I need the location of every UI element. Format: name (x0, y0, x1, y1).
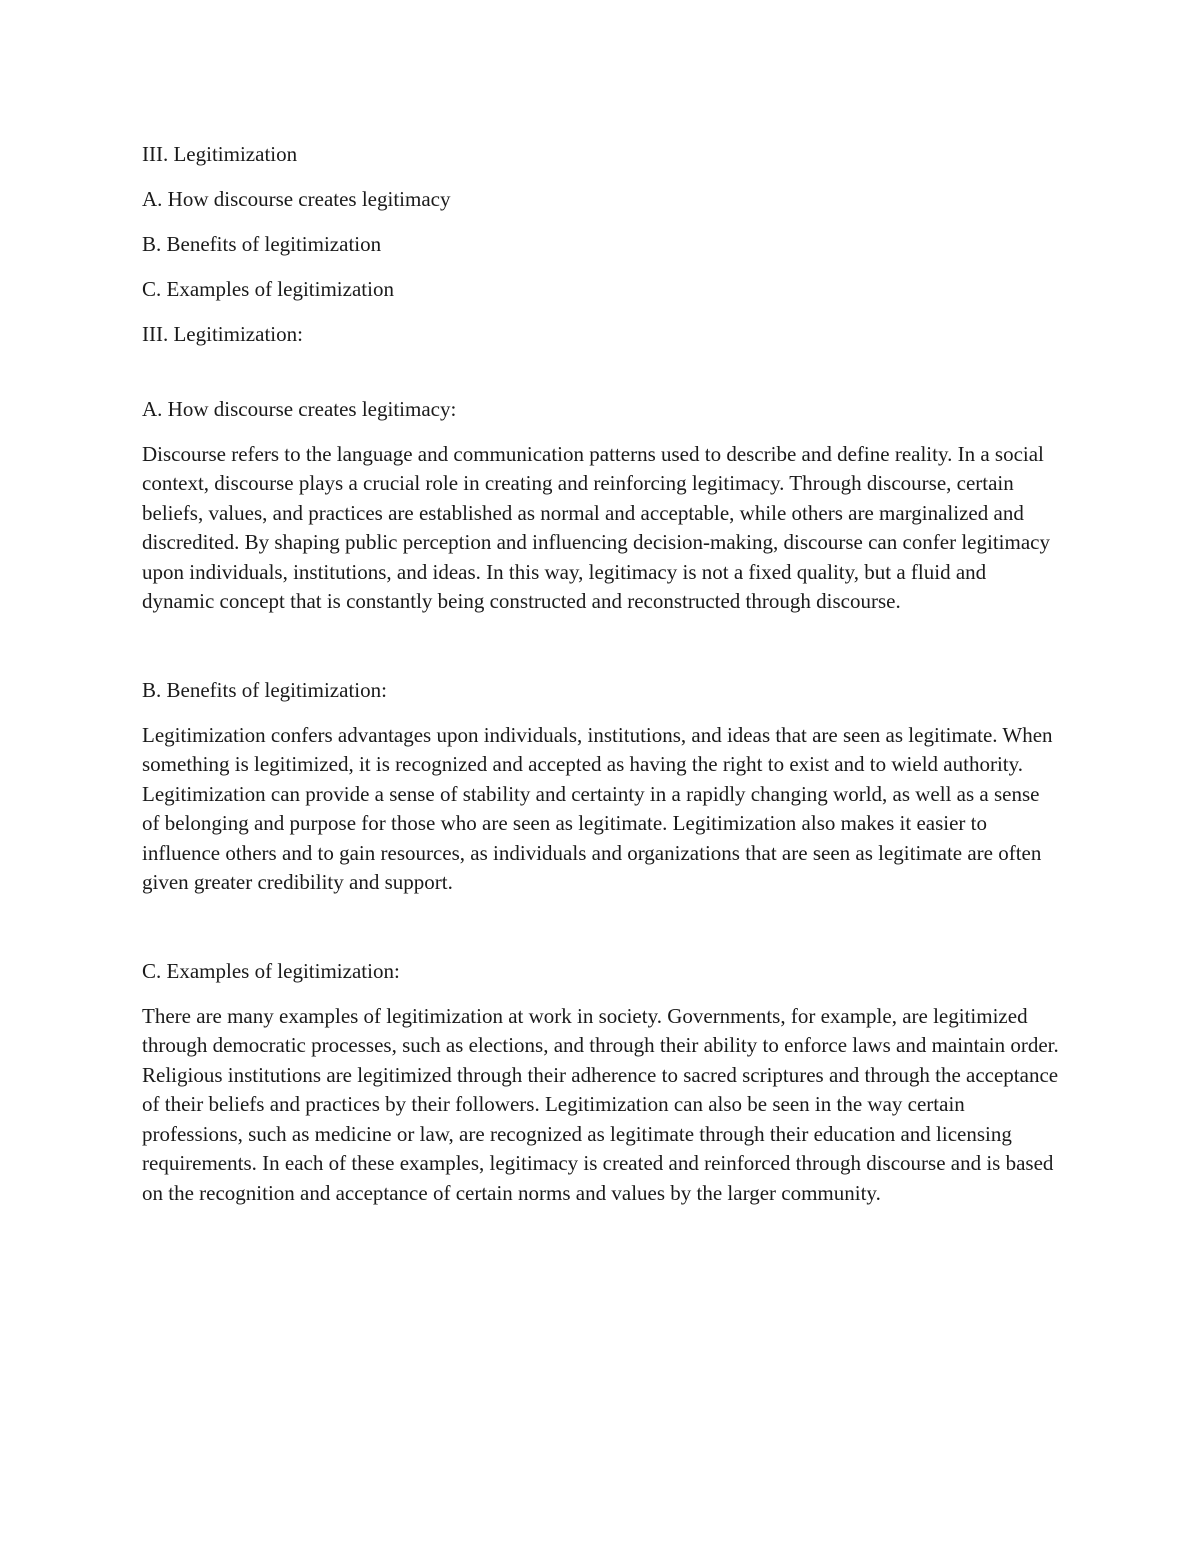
outline-item-b: B. Benefits of legitimization (142, 232, 382, 256)
section-b-heading: B. Benefits of legitimization: (142, 677, 387, 702)
section-c-body: There are many examples of legitimization at work in society. Governments, for example, are legitimized through democratic processes, such as elections, and through their ability to enforce laws and maintain order. Religious institutions are legitimized through their adherence to sacred scriptures and through the acceptance of their beliefs and practices by their followers. Legitimization can also be seen in the way certain professions, such as medicine or law, are recognized as legitimate through their education and licensing requirements. In each of these examples, legitimacy is created and reinforced through discourse and is based on the recognition and acceptance of certain norms and values by the larger community. (142, 1003, 1059, 1205)
section-a-heading: A. How discourse creates legitimacy: (142, 396, 457, 421)
document-page (142, 140, 1062, 1208)
section-a-body: Discourse refers to the language and communication patterns used to describe and define reality. In a social context, discourse plays a crucial role in creating and reinforcing legitimacy. Through discourse, certain beliefs, values, and practices are established as normal and acceptable, while others are marginalized and discredited. By shaping public perception and influencing decision-making, discourse can confer legitimacy upon individuals, institutions, and ideas. In this way, legitimacy is not a fixed quality, but a fluid and dynamic concept that is constantly being constructed and reconstructed through discourse. (142, 441, 1050, 613)
outline-item-a: A. How discourse creates legitimacy (142, 187, 451, 211)
outline-title: III. Legitimization (142, 142, 298, 166)
section-c-heading: C. Examples of legitimization: (142, 958, 400, 983)
outline-item-c: C. Examples of legitimization (142, 277, 394, 301)
section-b-body: Legitimization confers advantages upon individuals, institutions, and ideas that are seen as legitimate. When something is legitimized, it is recognized and accepted as having the right to exist and to wield authority. Legitimization can provide a sense of stability and certainty in a rapidly changing world, as well as a sense of belonging and purpose for those who are seen as legitimate. Legitimization also makes it easier to influence others and to gain resources, as individuals and organizations that are seen as legitimate are often given greater credibility and support. (142, 722, 1053, 894)
outline-repeat-title: III. Legitimization: (142, 322, 303, 346)
